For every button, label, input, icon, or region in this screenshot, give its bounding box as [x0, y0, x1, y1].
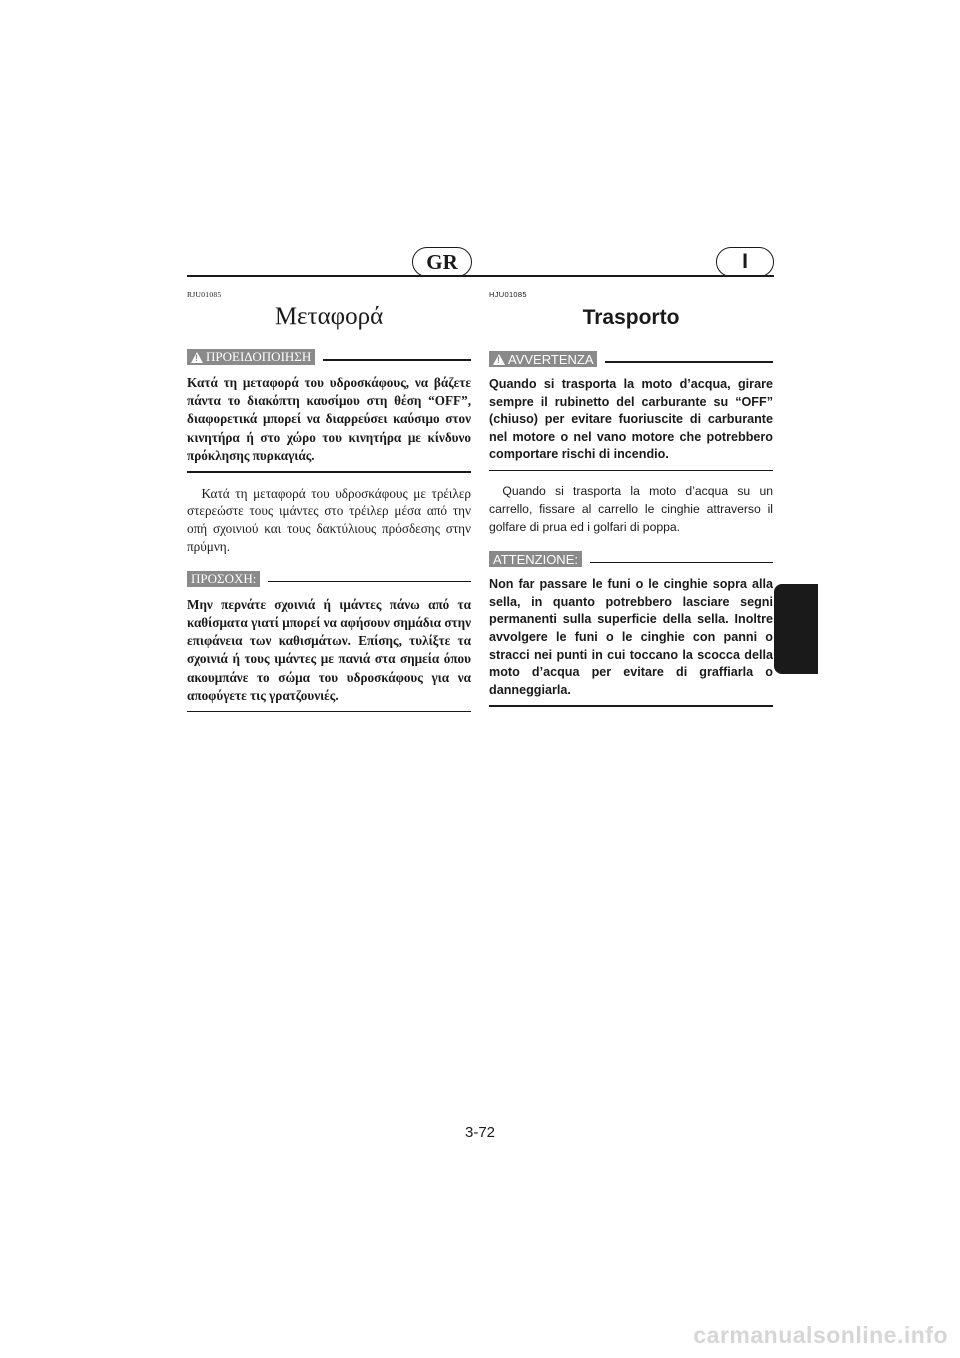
warning-heading: [187, 348, 471, 366]
page-number: 3-72: [464, 1124, 496, 1141]
body-paragraph: Κατά τη μεταφορά του υδροσκάφους με τρέιλερ στερεώστε τους ιμάντες στο τρέιλερ μέσα από την οπή σχοινιού και τους δακτύλιους πρόσδεσης στην πρύμνη.: [187, 485, 471, 554]
warning-label: [187, 349, 315, 365]
caution-text: Non far passare le funi o le cinghie sopra alla sella, in quanto potrebbero lasciare segni permanenti sulla superficie della sella. Inoltre avvolgere le funi o le cinghie con panni o stracci nei punti in cui toccano la scocca della moto d’acqua per evitare di graffiarla o danneggiarla.: [489, 577, 773, 697]
greek-column: [187, 290, 471, 724]
warning-heading: [489, 350, 773, 368]
caution-label-text: ATTENZIONE:: [493, 551, 578, 567]
language-badge-greek: GR: [412, 247, 472, 277]
section-code: HJU01085: [489, 290, 527, 299]
watermark: carmanualsonline.info: [693, 1322, 948, 1348]
warning-text: Κατά τη μεταφορά του υδροσκάφους, να βάζετε πάντα το διακόπτη καυσίμου στη θέση “OFF”, διαφορετικά μπορεί να διαρρεύσει καύσιμο στον κινητήρα ή στο χώρο του κινητήρα με κίνδυνο πρόκλησης πυρκαγιάς.: [187, 375, 471, 463]
warning-text: Quando si trasporta la moto d’acqua, girare sempre il rubinetto del carburante su “OFF” (chiuso) per evitare fuoriuscite di carburante nel motore o nel vano motore che potrebbero comportare rischi di incendio.: [489, 377, 773, 462]
section-code: RJU01085: [187, 290, 222, 299]
section-divider: [187, 711, 471, 713]
header-rule: [187, 275, 774, 277]
chapter-thumb-tab: [774, 584, 818, 674]
warning-icon: !: [191, 352, 203, 363]
body-paragraph: Quando si trasporta la moto d’acqua su un carrello, fissare al carrello le cinghie attraverso il golfare di prua ed i golfari di poppa.: [489, 484, 773, 534]
caution-label: [187, 571, 260, 587]
heading-rule: [590, 562, 773, 564]
caution-label-text: ΠΡΟΣΟΧΗ:: [191, 570, 257, 586]
caution-label: [489, 551, 582, 567]
caution-text: Μην περνάτε σχοινιά ή ιμάντες πάνω από τα καθίσματα γιατί μπορεί να αφήσουν σημάδια στην επιφάνεια των καθισμάτων. Επίσης, τυλίξτε τα σχοινιά ή τους ιμάντες με πανιά στα σημεία όπου ακουμπάνε το σώμα του υδροσκάφους για να αποφύγετε τις γρατζουνιές.: [187, 596, 471, 703]
language-badge-italian: I: [716, 247, 774, 277]
heading-rule: [268, 581, 471, 583]
heading-rule: [605, 361, 773, 363]
section-title: Trasporto: [582, 306, 680, 329]
section-divider: [187, 471, 471, 473]
italian-column: [489, 290, 773, 719]
warning-icon: !: [493, 354, 505, 365]
warning-label: [489, 351, 597, 367]
section-divider: [489, 705, 773, 707]
caution-heading: [489, 550, 773, 568]
warning-label-text: AVVERTENZA: [508, 351, 594, 367]
heading-rule: [323, 359, 471, 361]
section-title: Μεταφορά: [274, 303, 384, 330]
section-divider: [489, 470, 773, 472]
caution-heading: [187, 570, 471, 588]
warning-label-text: ΠΡΟΕΙΔΟΠΟΙΗΣΗ: [206, 349, 312, 364]
